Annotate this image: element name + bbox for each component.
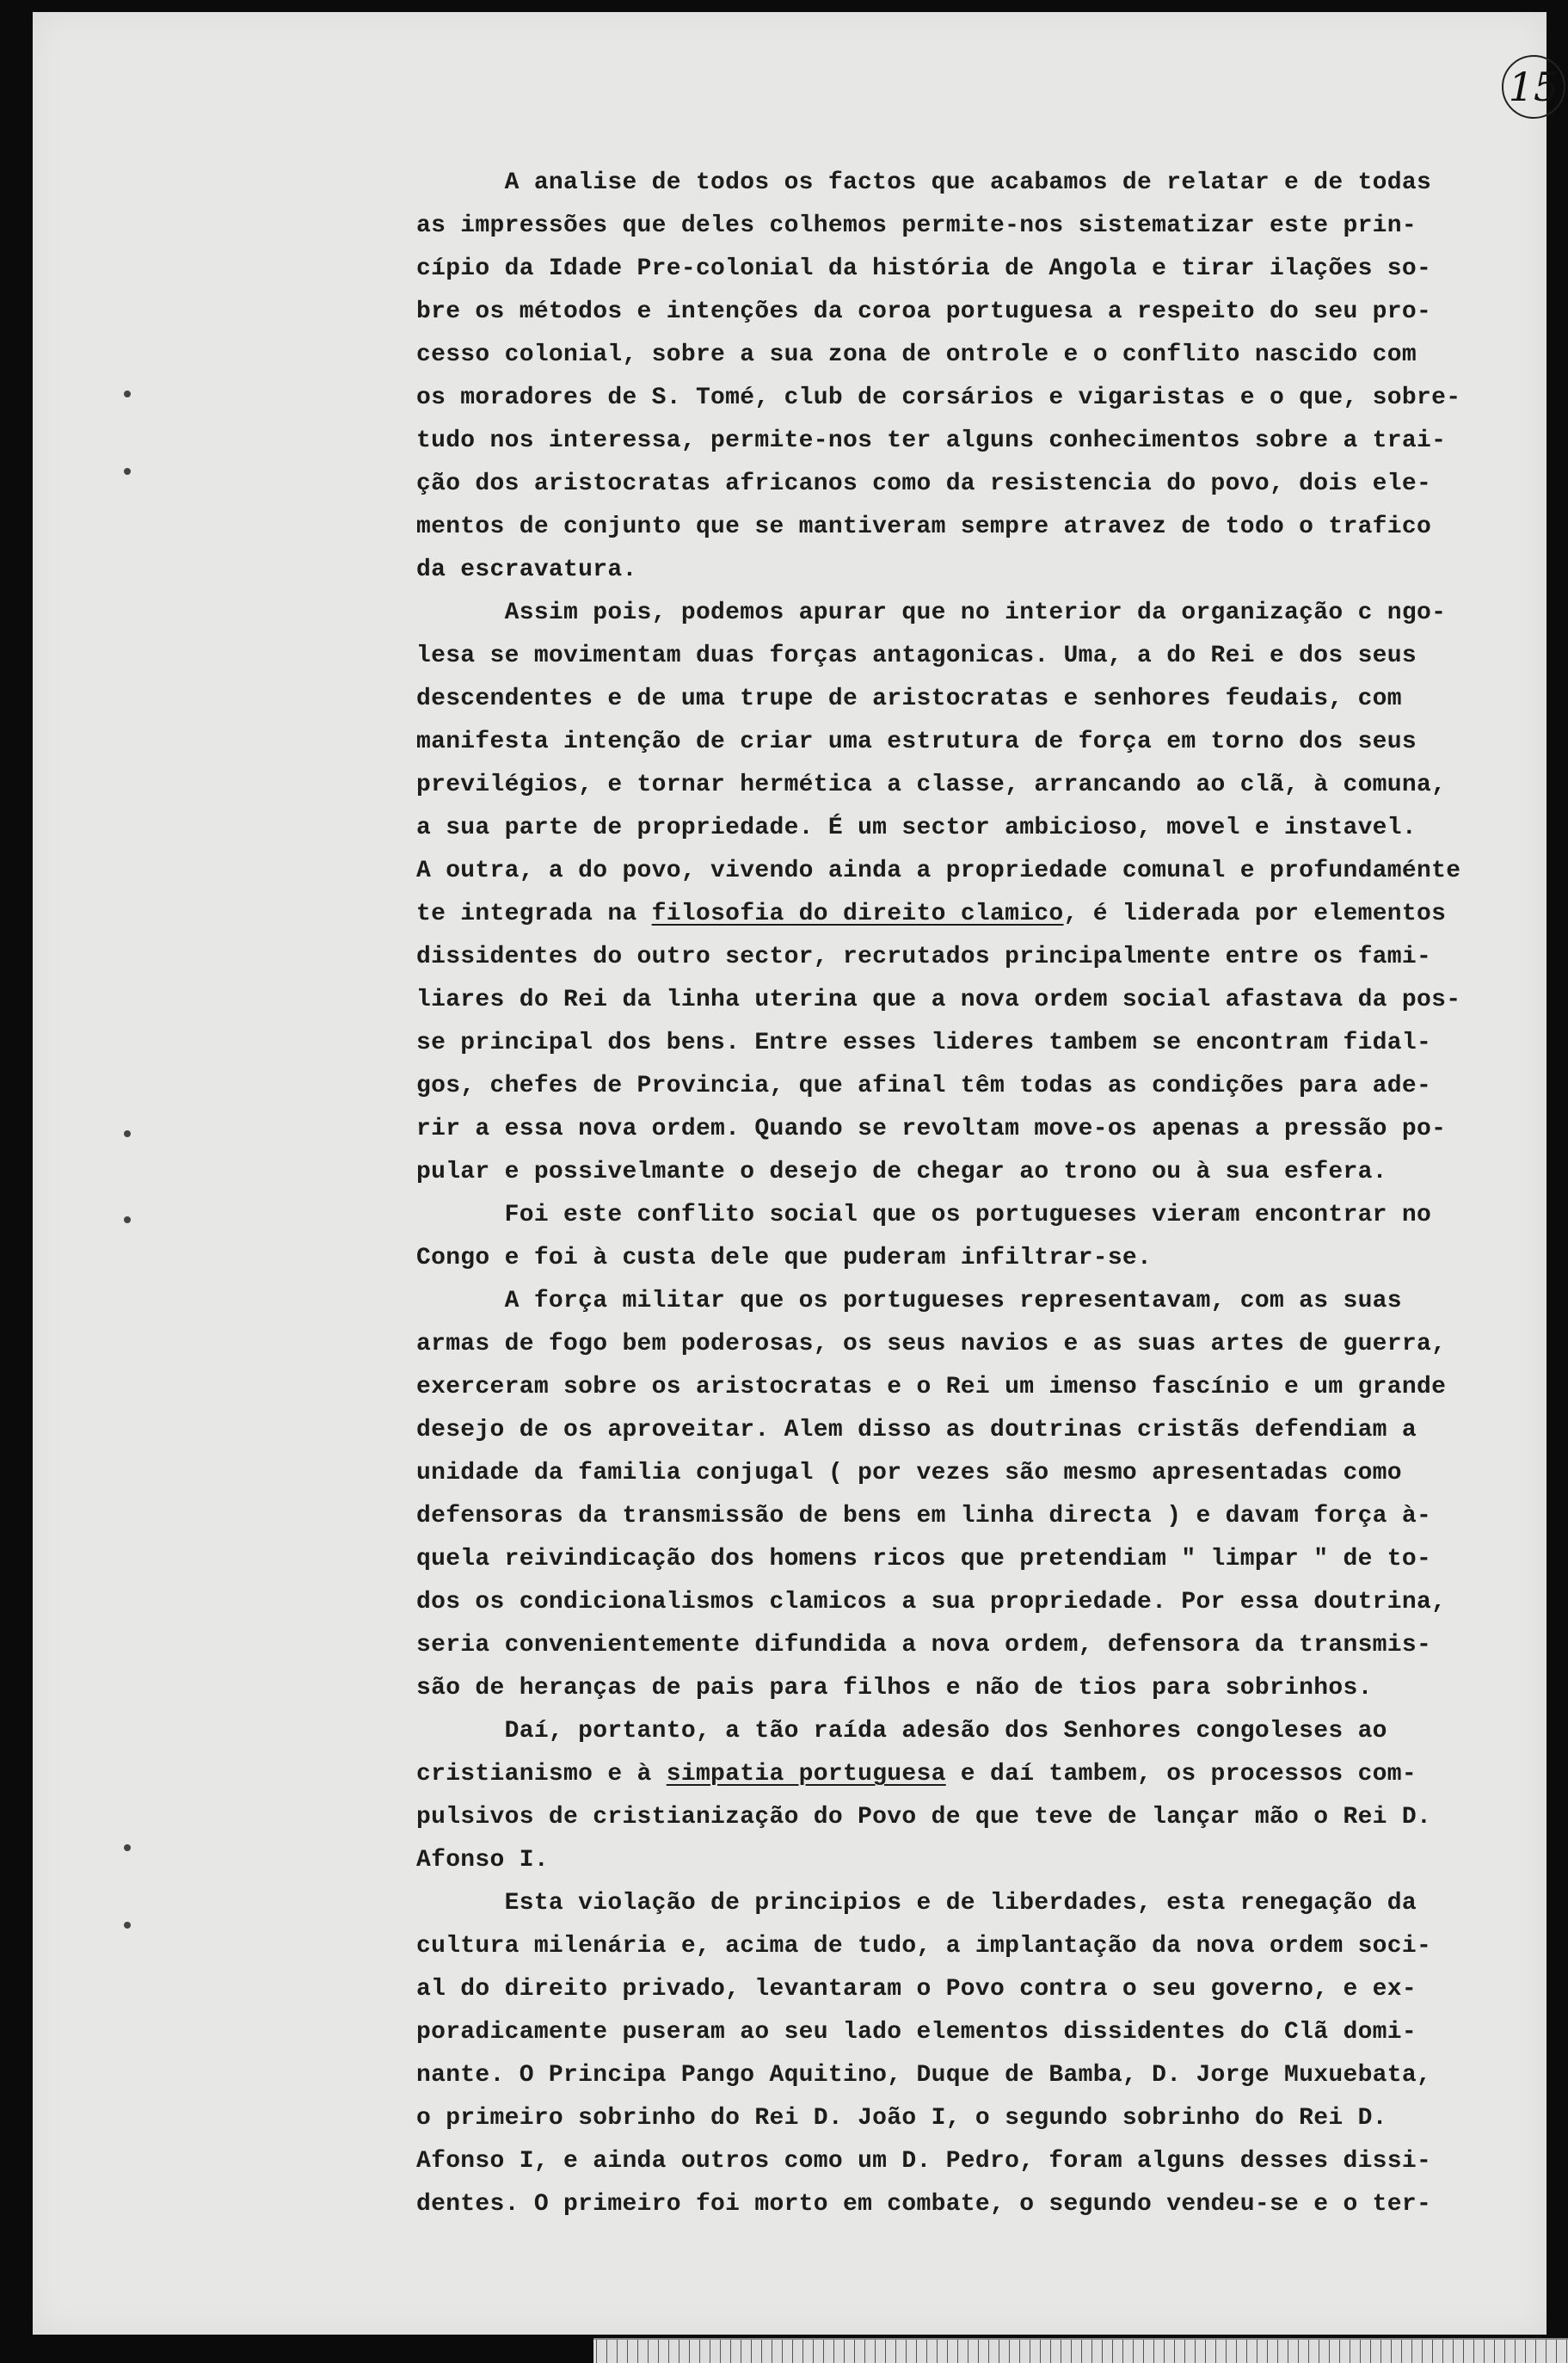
text-line: manifesta intenção de criar uma estrutura de força em torno dos seus [416, 729, 1417, 755]
text-line: mentos de conjunto que se mantiveram sempre atravez de todo o trafico [416, 514, 1432, 540]
text-line: seria convenientemente difundida a nova ordem, defensora da transmis- [416, 1632, 1432, 1658]
text-line: Afonso I, e ainda outros como um D. Pedro, foram alguns desses dissi- [416, 2148, 1432, 2175]
text-line: A outra, a do povo, vivendo ainda a propriedade comunal e profundaménte [416, 858, 1461, 884]
punch-mark [124, 1130, 131, 1137]
text-line: cristianismo e à simpatia portuguesa e daí tambem, os processos com- [416, 1761, 1417, 1788]
scan-scale-bar [593, 2338, 1568, 2363]
text-line: nante. O Principa Pango Aquitino, Duque de Bamba, D. Jorge Muxuebata, [416, 2062, 1432, 2089]
text-line: Daí, portanto, a tão raída adesão dos Senhores congoleses ao [416, 1718, 1387, 1745]
text-line: exerceram sobre os aristocratas e o Rei um imenso fascínio e um grande [416, 1374, 1447, 1400]
text-line: descendentes e de uma trupe de aristocratas e senhores feudais, com [416, 686, 1402, 712]
page-number: 15 [1502, 55, 1565, 119]
text-line: são de heranças de pais para filhos e não de tios para sobrinhos. [416, 1675, 1373, 1701]
underlined-phrase: filosofia do direito clamico [651, 901, 1064, 927]
text-line: poradicamente puseram ao seu lado elementos dissidentes do Clã domi- [416, 2019, 1417, 2046]
text-line: quela reivindicação dos homens ricos que pretendiam " limpar " de to- [416, 1546, 1432, 1572]
text-line: te integrada na filosofia do direito clamico, é liderada por elementos [416, 901, 1447, 927]
text-line: cultura milenária e, acima de tudo, a implantação da nova ordem soci- [416, 1933, 1432, 1960]
text-line: Assim pois, podemos apurar que no interior da organização c ngo- [416, 600, 1447, 626]
text-line: dos os condicionalismos clamicos a sua propriedade. Por essa doutrina, [416, 1589, 1447, 1615]
punch-mark [124, 391, 131, 397]
text-line: A força militar que os portugueses representavam, com as suas [416, 1288, 1402, 1314]
text-line: unidade da familia conjugal ( por vezes são mesmo apresentadas como [416, 1460, 1402, 1486]
text-line: liares do Rei da linha uterina que a nova ordem social afastava da pos- [416, 987, 1461, 1013]
text-line: se principal dos bens. Entre esses lideres tambem se encontram fidal- [416, 1030, 1432, 1056]
text-line: a sua parte de propriedade. É um sector ambicioso, movel e instavel. [416, 815, 1417, 841]
text-line: os moradores de S. Tomé, club de corsários e vigaristas e o que, sobre- [416, 385, 1461, 411]
text-line: armas de fogo bem poderosas, os seus navios e as suas artes de guerra, [416, 1331, 1447, 1357]
text-line: Foi este conflito social que os portugueses vieram encontrar no [416, 1202, 1432, 1228]
underlined-phrase: simpatia portuguesa [666, 1761, 946, 1788]
text-line: desejo de os aproveitar. Alem disso as doutrinas cristãs defendiam a [416, 1417, 1417, 1443]
text-line: gos, chefes de Provincia, que afinal têm todas as condições para ade- [416, 1073, 1432, 1099]
text-line: pulsivos de cristianização do Povo de que teve de lançar mão o Rei D. [416, 1804, 1432, 1831]
punch-mark [124, 468, 131, 475]
text-line: dissidentes do outro sector, recrutados principalmente entre os fami- [416, 944, 1432, 970]
text-line: tudo nos interessa, permite-nos ter alguns conhecimentos sobre a trai- [416, 428, 1447, 454]
text-line: cípio da Idade Pre-colonial da história de Angola e tirar ilações so- [416, 255, 1432, 282]
punch-mark [124, 1216, 131, 1223]
text-line: ção dos aristocratas africanos como da resistencia do povo, dois ele- [416, 471, 1432, 497]
punch-mark [124, 1844, 131, 1851]
text-line: bre os métodos e intenções da coroa portuguesa a respeito do seu pro- [416, 298, 1432, 325]
punch-mark [124, 1922, 131, 1929]
text-line: as impressões que deles colhemos permite-nos sistematizar este prin- [416, 212, 1417, 239]
text-line: pular e possivelmante o desejo de chegar ao trono ou à sua esfera. [416, 1159, 1387, 1185]
text-line: da escravatura. [416, 557, 637, 583]
text-line: rir a essa nova ordem. Quando se revoltam move-os apenas a pressão po- [416, 1116, 1447, 1142]
text-line: cesso colonial, sobre a sua zona de ontrole e o conflito nascido com [416, 342, 1417, 368]
text-line: lesa se movimentam duas forças antagonicas. Uma, a do Rei e dos seus [416, 643, 1417, 669]
text-line: dentes. O primeiro foi morto em combate, o segundo vendeu-se e o ter- [416, 2191, 1432, 2218]
text-line: Congo e foi à custa dele que puderam infiltrar-se. [416, 1245, 1153, 1271]
text-line: o primeiro sobrinho do Rei D. João I, o segundo sobrinho do Rei D. [416, 2105, 1387, 2132]
typed-text-body [416, 162, 1552, 2226]
text-line: defensoras da transmissão de bens em linha directa ) e davam força à- [416, 1503, 1432, 1529]
text-line: Esta violação de principios e de liberdades, esta renegação da [416, 1890, 1417, 1917]
text-line: previlégios, e tornar hermética a classe, arrancando ao clã, à comuna, [416, 772, 1447, 798]
text-line: al do direito privado, levantaram o Povo contra o seu governo, e ex- [416, 1976, 1417, 2003]
text-line: Afonso I. [416, 1847, 549, 1874]
text-line: A analise de todos os factos que acabamos de relatar e de todas [416, 169, 1432, 196]
